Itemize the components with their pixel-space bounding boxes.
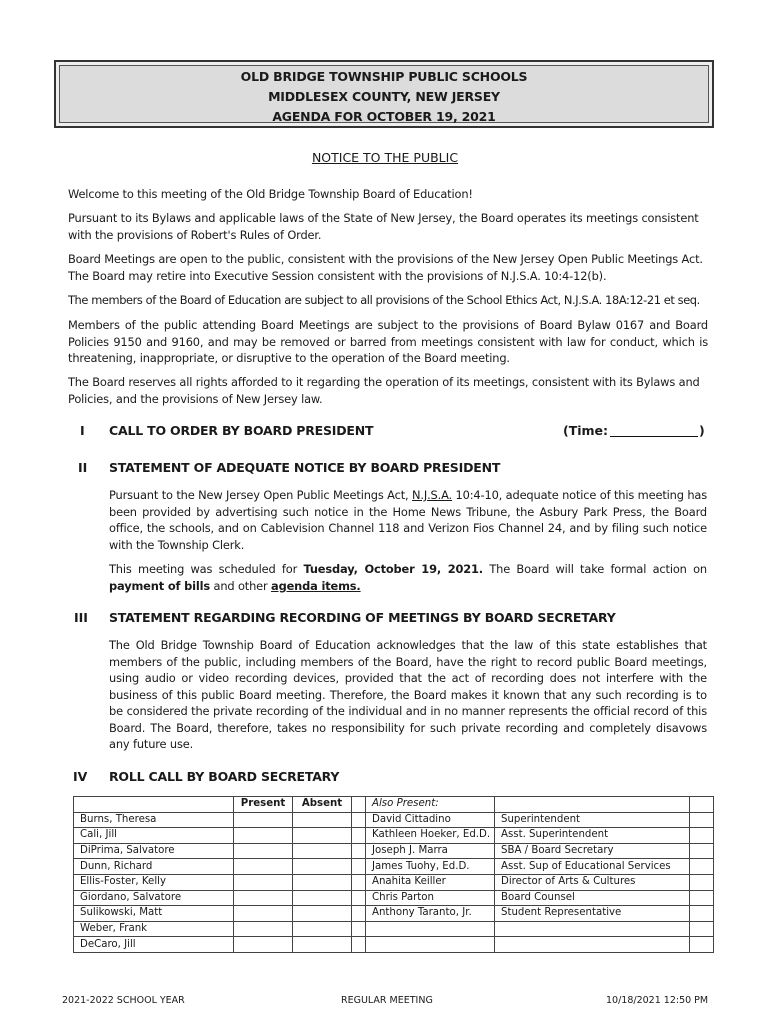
member-name-header: [74, 797, 234, 813]
section-1-number: I: [80, 423, 85, 438]
schedule-text-b: The Board will take formal action on: [483, 562, 707, 576]
roll-call-row: [74, 937, 714, 953]
member-name: DiPrima, Salvatore: [74, 843, 234, 859]
notice-conduct: Members of the public attending Board Meetings are subject to the provisions of Board Bylaw 0167 and Board Policies 9150 and 9160, and may be removed or barred from meetings consistent with law for conduct, which is threatening, inappropriate, or disruptive to the operation of the Board meeting.: [68, 318, 708, 365]
present-cell: [234, 937, 293, 953]
also-present-role: Asst. Superintendent: [495, 828, 690, 844]
section-4-number: IV: [73, 769, 88, 784]
absent-column-header: Absent: [293, 797, 352, 813]
extra-cell: [690, 921, 714, 937]
extra-cell: [690, 797, 714, 813]
extra-cell: [690, 812, 714, 828]
notice-title: NOTICE TO THE PUBLIC: [311, 150, 459, 165]
also-present-role: Asst. Sup of Educational Services: [495, 859, 690, 875]
also-present-role: Board Counsel: [495, 890, 690, 906]
section-2-title: STATEMENT OF ADEQUATE NOTICE BY BOARD PRESIDENT: [109, 460, 501, 475]
section-3-title: STATEMENT REGARDING RECORDING OF MEETINGS BY BOARD SECRETARY: [109, 610, 616, 625]
absent-cell: [293, 921, 352, 937]
roll-call-row: [74, 874, 714, 890]
njsa-link[interactable]: N.J.S.A.: [412, 488, 453, 502]
spacer-cell: [352, 797, 366, 813]
county-name: MIDDLESEX COUNTY, NEW JERSEY: [268, 89, 500, 104]
present-cell: [234, 843, 293, 859]
adequate-notice-paragraph: [109, 487, 707, 553]
spacer-cell: [352, 843, 366, 859]
extra-cell: [690, 937, 714, 953]
extra-cell: [690, 859, 714, 875]
member-name: DeCaro, Jill: [74, 937, 234, 953]
present-cell: [234, 828, 293, 844]
spacer-cell: [352, 906, 366, 922]
spacer-cell: [352, 890, 366, 906]
absent-cell: [293, 859, 352, 875]
roll-call-row: [74, 812, 714, 828]
extra-cell: [690, 874, 714, 890]
present-cell: [234, 874, 293, 890]
roll-call-row: [74, 906, 714, 922]
agenda-items-link[interactable]: agenda items.: [271, 578, 361, 593]
spacer-cell: [352, 812, 366, 828]
absent-cell: [293, 906, 352, 922]
also-present-name: Anahita Keiller: [366, 874, 495, 890]
spacer-cell: [352, 874, 366, 890]
absent-cell: [293, 812, 352, 828]
also-present-name: [366, 937, 495, 953]
also-present-name: David Cittadino: [366, 812, 495, 828]
notice-open-meetings: Board Meetings are open to the public, consistent with the provisions of the New Jersey Open Public Meetings Act. The Board may retire into Executive Session consistent with the provisions of N.J.S.A. 10:4-12(b).: [68, 252, 703, 283]
also-present-name: [366, 921, 495, 937]
absent-cell: [293, 843, 352, 859]
meeting-date: Tuesday, October 19, 2021.: [303, 562, 483, 576]
spacer-cell: [352, 828, 366, 844]
extra-cell: [690, 828, 714, 844]
section-4-title: ROLL CALL BY BOARD SECRETARY: [109, 769, 340, 784]
notice-ethics: The members of the Board of Education are subject to all provisions of the School Ethics Act, N.J.S.A. 18A:12-21 et seq.: [68, 293, 700, 307]
member-name: Sulikowski, Matt: [74, 906, 234, 922]
roll-call-header-row: [74, 797, 714, 813]
also-present-role: Director of Arts & Cultures: [495, 874, 690, 890]
also-present-role: SBA / Board Secretary: [495, 843, 690, 859]
spacer-cell: [352, 859, 366, 875]
footer-meeting-type: REGULAR MEETING: [341, 995, 433, 1006]
extra-cell: [690, 906, 714, 922]
member-name: Weber, Frank: [74, 921, 234, 937]
payment-of-bills-text: payment of bills: [109, 578, 211, 593]
absent-cell: [293, 828, 352, 844]
also-present-name: Anthony Taranto, Jr.: [366, 906, 495, 922]
also-present-role: [495, 937, 690, 953]
spacer-cell: [352, 921, 366, 937]
present-cell: [234, 921, 293, 937]
roll-call-row: [74, 828, 714, 844]
absent-cell: [293, 874, 352, 890]
also-present-role: Superintendent: [495, 812, 690, 828]
time-label: (Time:: [563, 423, 609, 438]
extra-cell: [690, 843, 714, 859]
present-cell: [234, 859, 293, 875]
recording-paragraph: The Old Bridge Township Board of Education acknowledges that the law of this state establishes that members of the public, including members of the Board, have the right to record public Board meetings, using audio or video recording devices, provided that the act of recording does not interfere with the business of this public Board meeting. Therefore, the Board makes it known that any such recording is to be considered the private recording of the individual and in no manner represents the official record of this Board. The Board, therefore, takes no responsibility for such private recording and completely disavows any future use.: [109, 638, 707, 751]
footer-school-year: 2021-2022 SCHOOL YEAR: [62, 995, 185, 1006]
roll-call-row: [74, 843, 714, 859]
present-column-header: Present: [234, 797, 293, 813]
member-name: Dunn, Richard: [74, 859, 234, 875]
section-2-number: II: [78, 460, 88, 475]
present-cell: [234, 812, 293, 828]
spacer-cell: [352, 937, 366, 953]
footer-timestamp: 10/18/2021 12:50 PM: [606, 995, 709, 1006]
roll-call-table: [73, 796, 714, 953]
time-close-paren: ): [699, 423, 705, 438]
roll-call-row: [74, 921, 714, 937]
agenda-header: [54, 60, 714, 128]
present-cell: [234, 906, 293, 922]
section-1-title: CALL TO ORDER BY BOARD PRESIDENT: [109, 423, 374, 438]
schedule-text-a: This meeting was scheduled for: [109, 562, 304, 576]
extra-cell: [690, 890, 714, 906]
notice-text-a: Pursuant to the New Jersey Open Public Meetings Act,: [109, 488, 413, 502]
section-3-number: III: [74, 610, 88, 625]
notice-text-b: 10:4-10, adequate notice of this meeting has been provided by advertising such notice in the Home News Tribune, the Asbury Park Press, the Board office, the schools, and on Cablevision Channel 118 and Verizon Fios Channel 24, and by filing such notice with the Township Clerk.: [109, 488, 708, 552]
also-present-role: [495, 921, 690, 937]
also-present-name: Joseph J. Marra: [366, 843, 495, 859]
time-blank-line: [610, 436, 698, 437]
member-name: Cali, Jill: [74, 828, 234, 844]
notice-bylaws: Pursuant to its Bylaws and applicable laws of the State of New Jersey, the Board operates its meetings consistent with the provisions of Robert's Rules of Order.: [68, 211, 699, 242]
also-present-role: Student Representative: [495, 906, 690, 922]
also-present-name: James Tuohy, Ed.D.: [366, 859, 495, 875]
also-present-label: Also Present:: [366, 797, 495, 813]
member-name: Burns, Theresa: [74, 812, 234, 828]
member-name: Giordano, Salvatore: [74, 890, 234, 906]
also-present-name: Kathleen Hoeker, Ed.D.: [366, 828, 495, 844]
absent-cell: [293, 937, 352, 953]
agenda-date: AGENDA FOR OCTOBER 19, 2021: [272, 109, 496, 124]
absent-cell: [293, 890, 352, 906]
schedule-text-c: and other: [210, 578, 272, 593]
notice-welcome: Welcome to this meeting of the Old Bridge Township Board of Education!: [68, 187, 473, 201]
notice-rights: The Board reserves all rights afforded to it regarding the operation of its meetings, consistent with its Bylaws and Policies, and the provisions of New Jersey law.: [68, 375, 700, 406]
district-name: OLD BRIDGE TOWNSHIP PUBLIC SCHOOLS: [240, 69, 528, 84]
schedule-paragraph: [109, 561, 707, 594]
roll-call-row: [74, 859, 714, 875]
member-name: Ellis-Foster, Kelly: [74, 874, 234, 890]
also-present-name: Chris Parton: [366, 890, 495, 906]
role-header: [495, 797, 690, 813]
present-cell: [234, 890, 293, 906]
roll-call-row: [74, 890, 714, 906]
